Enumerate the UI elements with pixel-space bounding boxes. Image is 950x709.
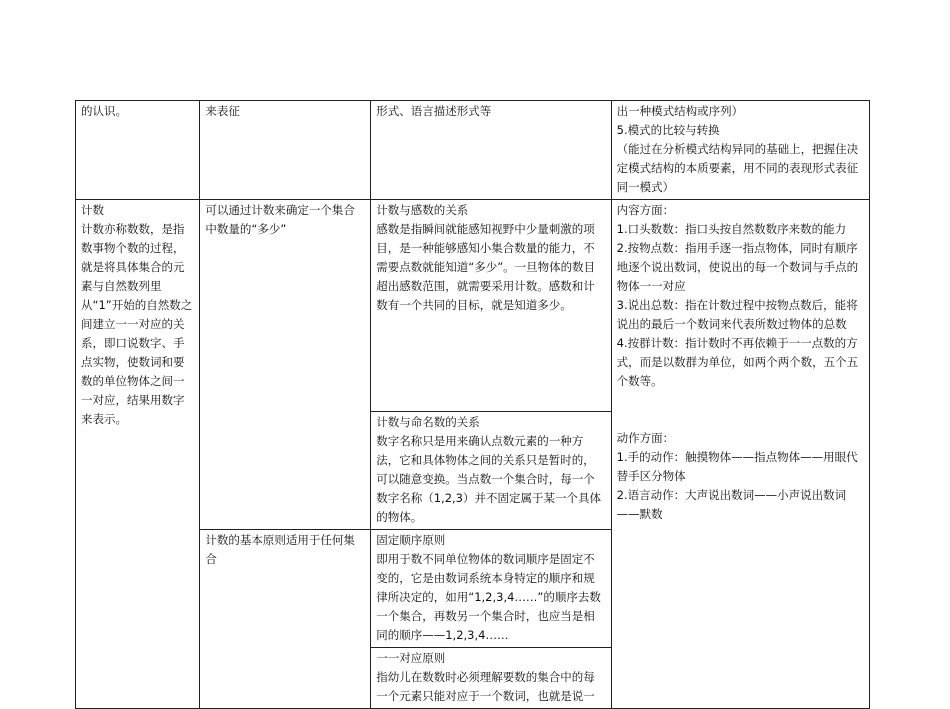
row1-col4-line: 5.模式的比较与转换 (616, 123, 720, 137)
counting-definition: 计数亦称数数，是指数事物个数的过程，就是将具体集合的元素与自然数列里从“1”开始的自然数之间建立一一对应的关系，即口说数字、手点实物，使数词和要数的单位物体之间一一对应，结果用数字来表示。 (81, 222, 193, 426)
one-to-one-text: 指幼儿在数数时必须理解要数的集合中的每一个元素只能对应于一个数词，也就是说一 (376, 670, 595, 703)
fixed-order-cell (371, 530, 611, 648)
row1-col4-line: （能过在分析模式结构异同的基础上，把握住决定模式结构的本质要素，用不同的表现形式表征同一模式） (616, 142, 859, 194)
content-aspect-title: 内容方面： (616, 203, 675, 217)
row1-col3: 形式、语言描述形式等 (371, 101, 611, 200)
content-item: 4.按群计数：指计数时不再依赖于一一点数的方式，而是以数群为单位，如两个两个数，五个五个数等。 (616, 336, 859, 388)
table-row (76, 101, 870, 200)
content-table (75, 100, 870, 709)
one-to-one-title: 一一对应原则 (376, 651, 446, 665)
action-aspect-title: 动作方面： (616, 431, 675, 445)
content-and-action-cell (611, 200, 869, 709)
fixed-order-title: 固定顺序原则 (376, 533, 446, 547)
action-item: 1.手的动作：触摸物体——指点物体——用眼代替手区分物体 (616, 450, 858, 483)
one-to-one-cell (371, 648, 611, 709)
table-row (76, 200, 870, 412)
fixed-order-text: 即用于数不同单位物体的数词顺序是固定不变的，它是由数词系统本身特定的顺序和规律所决定的，如用“1,2,3,4……”的顺序去数一个集合，再数另一个集合时，也应当是相同的顺序——1,2,3,4…… (376, 552, 601, 642)
counting-purpose: 可以通过计数来确定一个集合中数量的“多少” (200, 200, 371, 530)
naming-number-text: 数字名称只是用来确认点数元素的一种方法，它和具体物体之间的关系只是暂时的，可以随意变换。当点数一个集合时，每一个数字名称（1,2,3）并不固定属于某一个具体的物体。 (376, 434, 601, 524)
row1-col2: 来表征 (200, 101, 371, 200)
row1-col4-line: 出一种模式结构或序列） (616, 104, 744, 118)
counting-definition-cell (76, 200, 200, 709)
counting-title: 计数 (81, 203, 104, 217)
subitizing-cell (371, 200, 611, 412)
action-item: 2.语言动作：大声说出数词——小声说出数词——默数 (616, 488, 847, 521)
naming-number-cell (371, 412, 611, 530)
naming-number-title: 计数与命名数的关系 (376, 415, 480, 429)
counting-principles: 计数的基本原则适用于任何集合 (200, 530, 371, 709)
row1-col1: 的认识。 (76, 101, 200, 200)
content-item: 1.口头数数：指口头按自然数数序来数的能力 (616, 222, 847, 236)
subitizing-title: 计数与感数的关系 (376, 203, 469, 217)
row1-col4 (611, 101, 869, 200)
subitizing-text: 感数是指瞬间就能感知视野中少量刺激的项目，是一种能够感知小集合数量的能力，不需要点数就能知道“多少”。一旦物体的数目超出感数范围，就需要采用计数。感数和计数有一个共同的目标，就是知道多少。 (376, 222, 596, 312)
content-item: 2.按物点数：指用手逐一指点物体，同时有顺序地逐个说出数词，使说出的每一个数词与手点的物体一一对应 (616, 241, 859, 293)
spacer (617, 391, 864, 429)
content-item: 3.说出总数：指在计数过程中按物点数后，能将说出的最后一个数词来代表所数过物体的总数 (616, 298, 858, 331)
